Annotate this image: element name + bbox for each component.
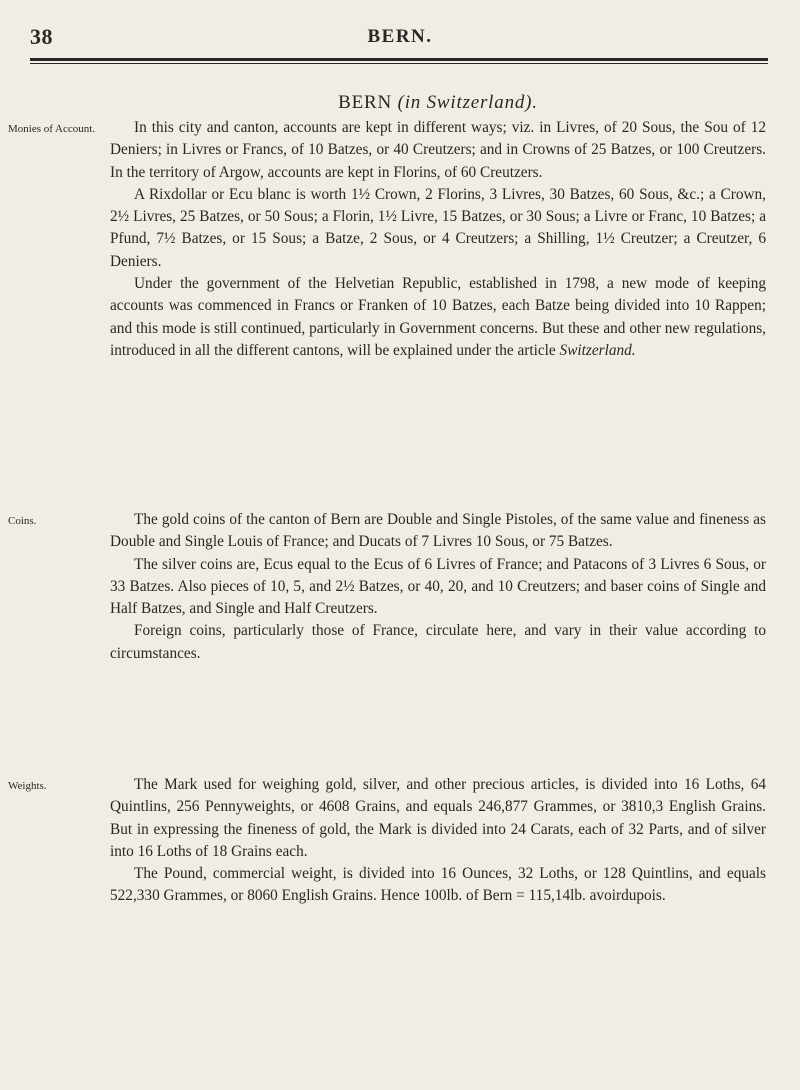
weights-paragraph-1: The Mark used for weighing gold, silver, and other precious articles, is divided into 16 Loths, 64 Quintlins, 256 Pennyweights, or 4608 Grains, and equals 246,877 Grammes, or 3810,3 English Grains. But in expressing the fineness of gold, the Mark is divided into 24 Carats, each of 32 Parts, and of silver into 16 Loths of 18 Grains each.	[110, 776, 766, 860]
running-head	[30, 22, 770, 52]
section-title-italic: (in Switzerland).	[397, 92, 538, 113]
monies-paragraph-3-text: Under the government of the Helvetian Republic, established in 1798, a new mode of keeping accounts was commenced in Francs or Franken of 10 Batzes, each Batze being divided into 10 Rappen; and this mode is still continued, particularly in Government concerns. But these and other new regulations, introduced in all the different cantons, will be explained under the article	[110, 275, 766, 359]
margin-note-monies: Monies of Account.	[8, 123, 96, 135]
coins-section	[110, 509, 766, 665]
monies-section	[110, 117, 766, 362]
margin-note-coins: Coins.	[8, 515, 37, 527]
section-title-main: BERN	[338, 92, 398, 113]
weights-paragraph-2: The Pound, commercial weight, is divided into 16 Ounces, 32 Loths, or 128 Quintlins, and equals 522,330 Grammes, or 8060 English Grains. Hence 100lb. of Bern = 115,14lb. avoirdupois.	[110, 865, 766, 905]
monies-paragraph-1: In this city and canton, accounts are kept in different ways; viz. in Livres, of 20 Sous, the Sou of 12 Deniers; in Livres or Francs, of 10 Batzes, or 40 Creutzers; and in Crowns of 25 Batzes, or 100 Creutzers. In the territory of Argow, accounts are kept in Florins, of 60 Creutzers.	[110, 119, 766, 181]
coins-paragraph-1: The gold coins of the canton of Bern are Double and Single Pistoles, of the same value and fineness as Double and Single Louis of France; and Ducats of 7 Livres 10 Sous, or 75 Batzes.	[110, 511, 766, 551]
running-title: BERN.	[367, 26, 433, 47]
monies-paragraph-2: A Rixdollar or Ecu blanc is worth 1½ Crown, 2 Florins, 3 Livres, 30 Batzes, 60 Sous, &c.; a Crown, 2½ Livres, 25 Batzes, or 50 Sous; a Florin, 1½ Livre, 15 Batzes, or 30 Sous; a Livre or Franc, 10 Batzes; a Pfund, 7½ Batzes, or 15 Sous; a Batze, 2 Sous, or 4 Creutzers; a Shilling, 1½ Creutzer; a Creutzer, 6 Deniers.	[110, 185, 766, 270]
coins-paragraph-2: The silver coins are, Ecus equal to the Ecus of 6 Livres of France; and Patacons of 3 Livres 6 Sous, or 33 Batzes. Also pieces of 10, 5, and 2½ Batzes, or 40, 20, and 10 Creutzers; and baser coins of Single and Half Batzes, and Single and Half Creutzers.	[110, 555, 766, 618]
header-rule	[30, 58, 768, 61]
margin-note-weights: Weights.	[8, 780, 47, 792]
weights-section	[110, 774, 766, 908]
header-rule-thin	[30, 63, 768, 64]
monies-paragraph-3	[110, 273, 766, 362]
section-title	[110, 92, 766, 114]
page-number: 38	[30, 24, 53, 49]
coins-paragraph-3: Foreign coins, particularly those of France, circulate here, and vary in their value according to circumstances.	[110, 622, 766, 662]
monies-paragraph-3-italic: Switzerland.	[559, 341, 636, 359]
